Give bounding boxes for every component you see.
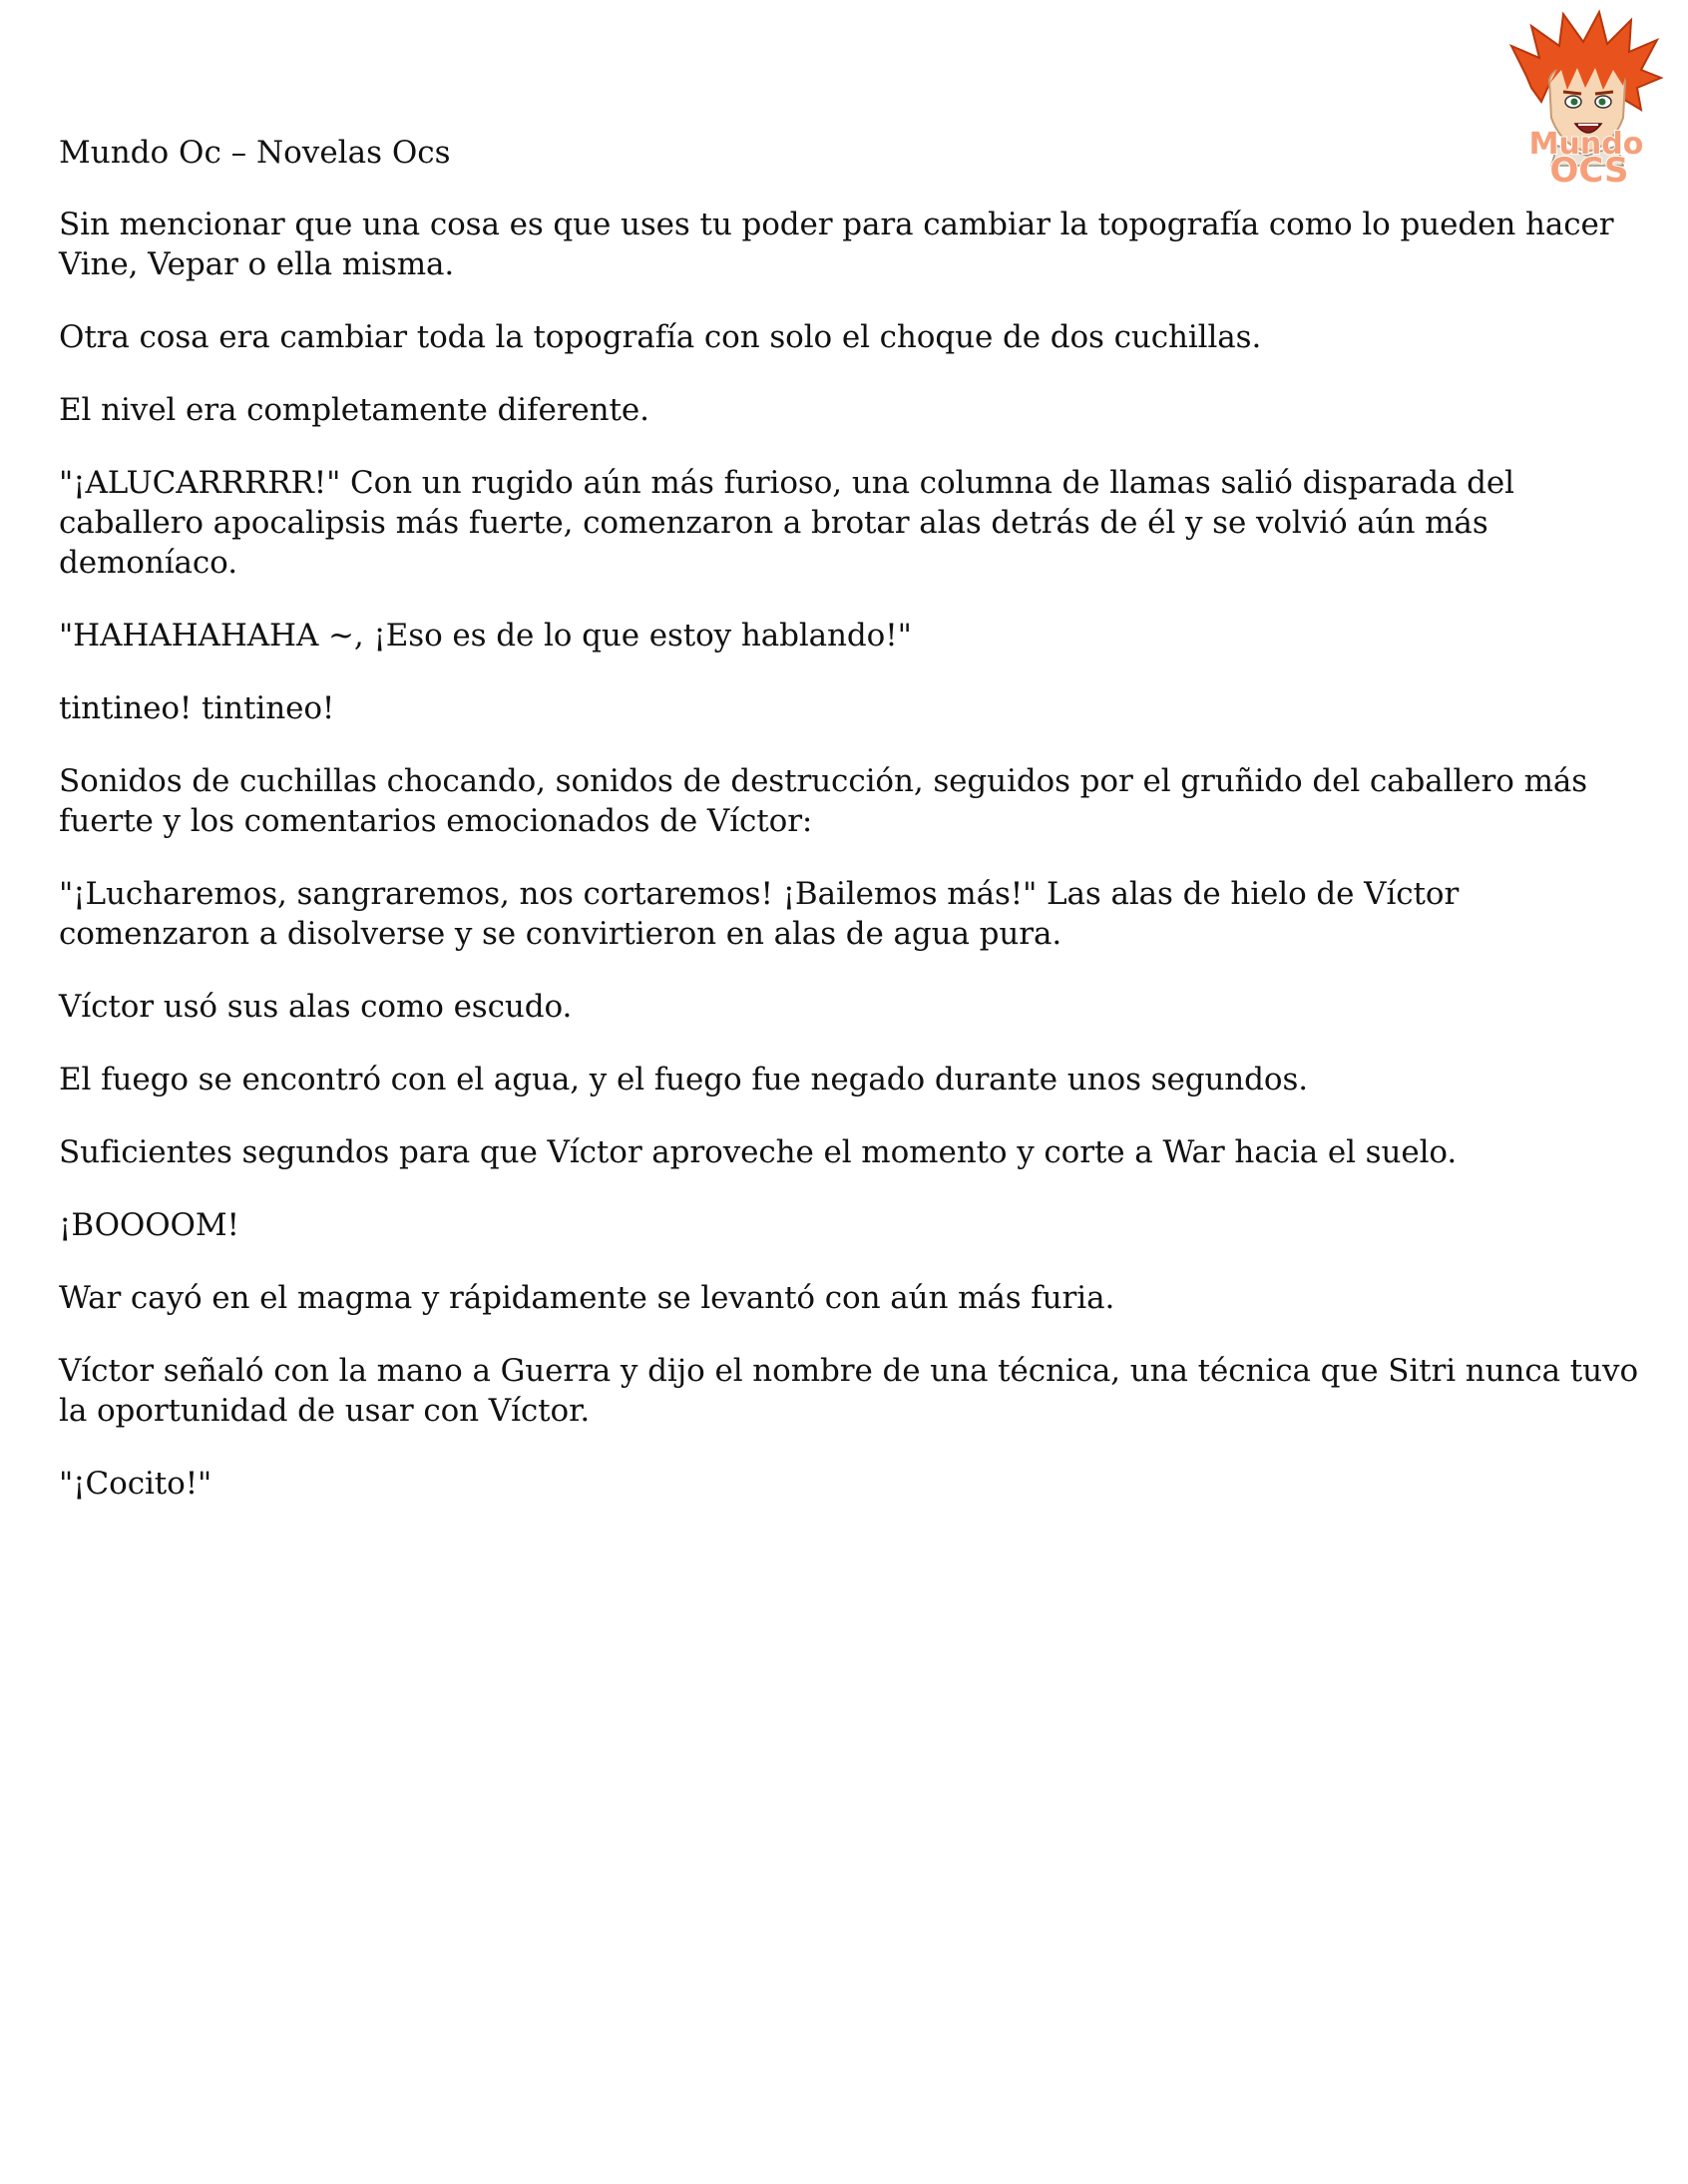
paragraph: War cayó en el magma y rápidamente se levantó con aún más furia.	[59, 1280, 1115, 1316]
paragraph: El fuego se encontró con el agua, y el fuego fue negado durante unos segundos.	[59, 1062, 1309, 1097]
paragraph: Sonidos de cuchillas chocando, sonidos de destrucción, seguidos por el gruñido del caballero más fuerte y los comentarios emocionados de Víctor:	[59, 763, 1588, 839]
paragraph: "¡Lucharemos, sangraremos, nos cortaremos! ¡Bailemos más!" Las alas de hielo de Víctor comenzaron a disolverse y se convirtieron en alas de agua pura.	[59, 876, 1460, 952]
paragraph: "¡ALUCARRRRR!" Con un rugido aún más furioso, una columna de llamas salió disparada del caballero apocalipsis más fuerte, comenzaron a brotar alas detrás de él y se volvió aún más demoníaco.	[59, 465, 1514, 581]
paragraph: "¡Cocito!"	[59, 1466, 212, 1502]
paragraph: Víctor usó sus alas como escudo.	[59, 989, 573, 1025]
svg-text:Mundo: Mundo	[1528, 127, 1644, 162]
paragraph: "HAHAHAHAHA ~, ¡Eso es de lo que estoy hablando!"	[59, 618, 912, 654]
mundo-ocs-logo	[1501, 6, 1671, 186]
svg-text:OCS: OCS	[1549, 151, 1629, 186]
paragraph: ¡BOOOOM!	[59, 1207, 239, 1243]
paragraph: Suficientes segundos para que Víctor aproveche el momento y corte a War hacia el suelo.	[59, 1134, 1458, 1170]
page-header: Mundo Oc – Novelas Ocs	[59, 135, 451, 171]
paragraph: Otra cosa era cambiar toda la topografía con solo el choque de dos cuchillas.	[59, 319, 1262, 355]
paragraph: tintineo! tintineo!	[59, 690, 335, 726]
paragraph: Sin mencionar que una cosa es que uses tu poder para cambiar la topografía como lo pueden hacer Vine, Vepar o ella misma.	[59, 207, 1614, 282]
document-body	[59, 205, 1645, 1536]
paragraph: Víctor señaló con la mano a Guerra y dijo el nombre de una técnica, una técnica que Sitri nunca tuvo la oportunidad de usar con Víctor.	[59, 1353, 1639, 1429]
paragraph: El nivel era completamente diferente.	[59, 392, 649, 428]
